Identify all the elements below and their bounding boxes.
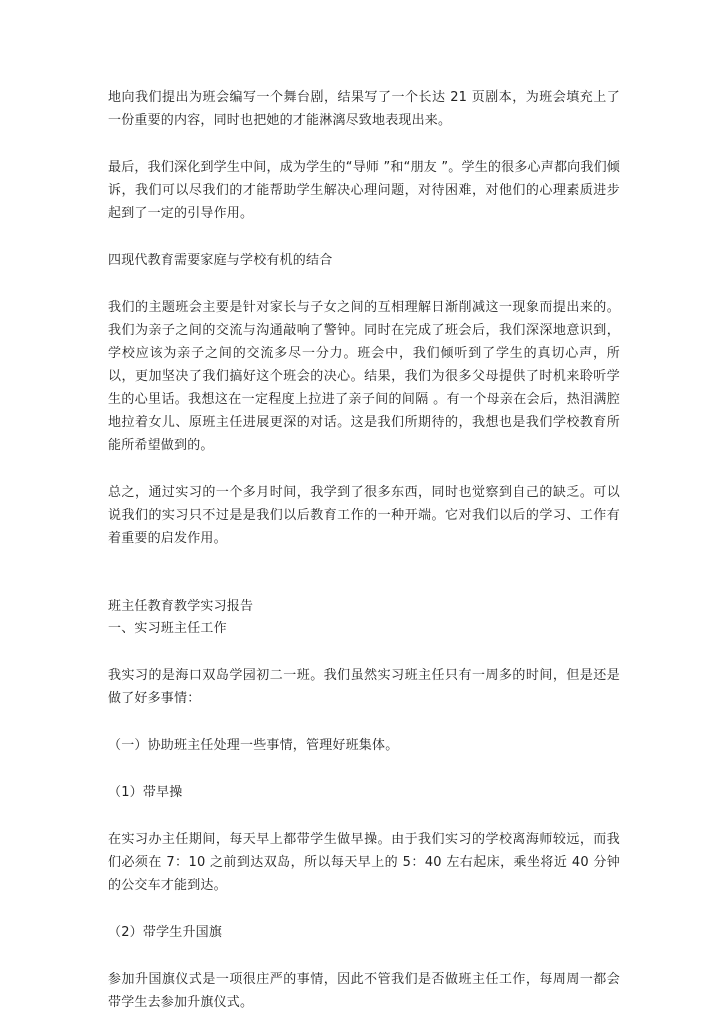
paragraph-school-intro: 我实习的是海口双岛学园初二一班。我们虽然实习班主任只有一周多的时间，但是还是做了好多事情： [108,668,620,706]
subheading-morning-exercise: （1）带早操 [108,785,183,800]
paragraph-gap [108,710,620,734]
subheading-flag-raising: （2）带学生升国旗 [108,925,223,940]
paragraph-gap [108,897,620,921]
paragraph-gap [108,640,620,664]
document-page [108,86,620,1014]
paragraph-gap [108,457,620,481]
paragraph-flag-raising: 参加升国旗仪式是一项很庄严的事情，因此不管我们是否做班主任工作，每周周一都会带学生去参加升旗仪式。 [108,972,620,1010]
paragraph-gap [108,225,620,249]
paragraph-theme-meeting: 我们的主题班会主要是针对家长与子女之间的互相理解日渐削减这一现象而提出来的。我们为亲子之间的交流与沟通敲响了警钟。同时在完成了班会后，我们深深地意识到，学校应该为亲子之间的交流多尽一分力。班会中，我们倾听到了学生的真切心声，所以，更加坚决了我们搞好这个班会的决心。结果，我们为很多父母提供了时机来聆听学生的心里话。我想这在一定程度上拉进了亲子间的间隔 。有一个母亲在会后，热泪满腔地拉着女儿、原班主任进展更深的对话。这是我们所期待的，我想也是我们学校教育所能所希望做到的。 [108,300,620,453]
section-gap [108,550,620,596]
paragraph-summary: 总之，通过实习的一个多月时间，我学到了很多东西，同时也觉察到自己的缺乏。可以说我们的实习只不过是是我们以后教育工作的一种开端。它对我们以后的学习、工作有着重要的启发作用。 [108,485,620,546]
paragraph-script-writing: 地向我们提出为班会编写一个舞台剧，结果写了一个长达 21 页剧本，为班会填充上了一份重要的内容，同时也把她的才能淋漓尽致地表现出来。 [108,90,620,128]
paragraph-morning-exercise: 在实习办主任期间，每天早上都带学生做早操。由于我们实习的学校离海师较远，而我们必须在 7：10 之前到达双岛，所以每天早上的 5：40 左右起床，乘坐将近 40 分钟的公交车才能到达。 [108,832,620,893]
paragraph-gap [108,944,620,968]
paragraph-mentor-friend: 最后，我们深化到学生中间，成为学生的“导师 ”和“朋友 ”。学生的很多心声都向我们倾诉，我们可以尽我们的才能帮助学生解决心理问题，对待困难，对他们的心理素质进步起到了一定的引导作用。 [108,160,620,221]
section-heading-internship: 一、实习班主任工作 [108,621,227,636]
subheading-assist-teacher: （一）协助班主任处理一些事情，管理好班集体。 [108,738,399,753]
report-title: 班主任教育教学实习报告 [108,599,254,614]
paragraph-gap [108,272,620,296]
paragraph-gap [108,132,620,156]
paragraph-gap [108,804,620,828]
section-heading-family-school: 四现代教育需要家庭与学校有机的结合 [108,253,333,268]
paragraph-gap [108,757,620,781]
